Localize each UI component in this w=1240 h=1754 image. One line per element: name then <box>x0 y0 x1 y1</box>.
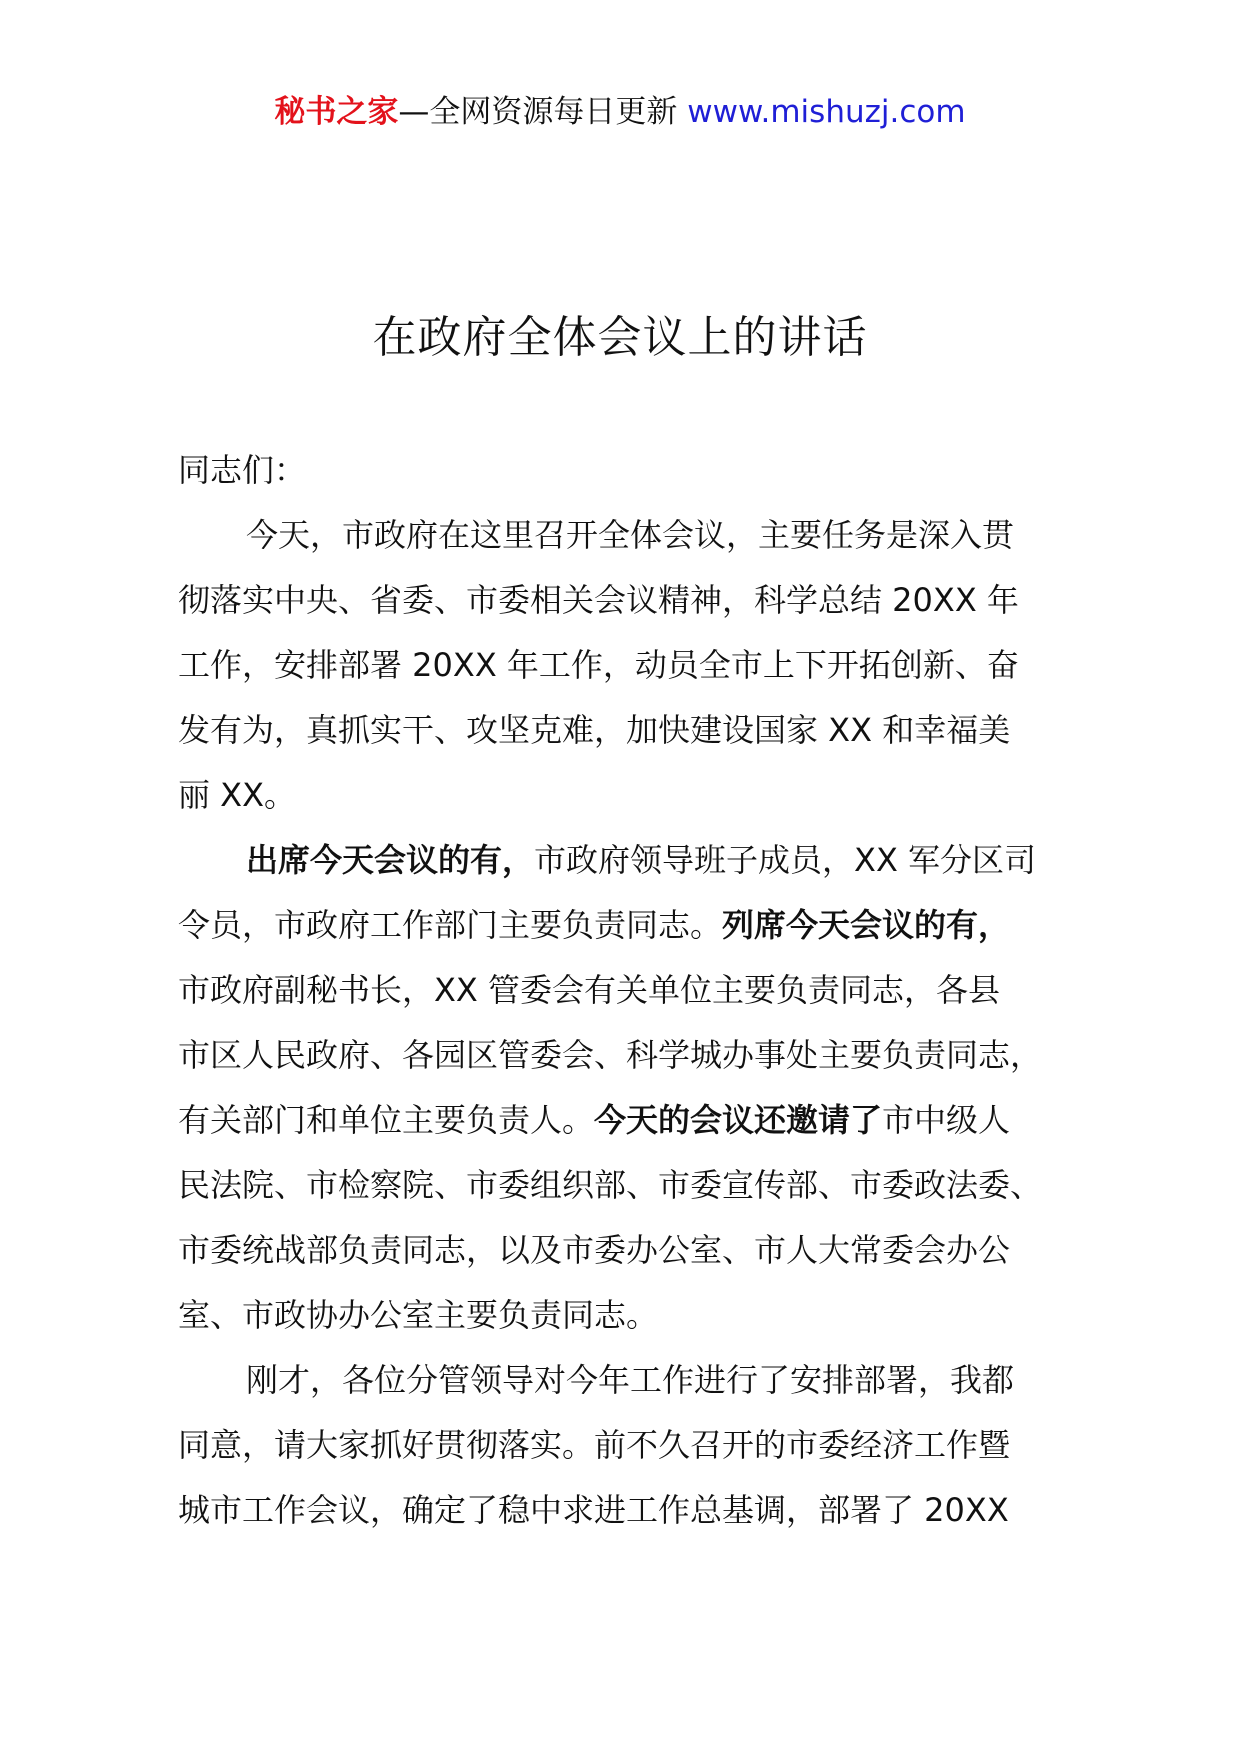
website-link[interactable]: www.mishuzj.com <box>687 94 966 130</box>
paragraph-text: 市政府领导班子成员，XX 军分区司 <box>534 841 1037 879</box>
paragraph-line <box>178 893 1094 958</box>
paragraph-text: 有关部门和单位主要负责人。 <box>178 1101 595 1139</box>
paragraph-text: 市中级人 <box>882 1101 1011 1139</box>
paragraph-line: 市政府副秘书长，XX 管委会有关单位主要负责同志，各县 <box>178 971 1001 1009</box>
paragraph-line: 城市工作会议，确定了稳中求进工作总基调，部署了 20XX <box>178 1491 1009 1529</box>
paragraph-opening <box>178 503 1094 828</box>
header-tagline: —全网资源每日更新 <box>398 94 688 130</box>
paragraph-line: 发有为，真抓实干、攻坚克难，加快建设国家 XX 和幸福美 <box>178 711 1011 749</box>
document-title: 在政府全体会议上的讲话 <box>372 312 868 363</box>
bold-phrase-attendees: 出席今天会议的有， <box>246 841 535 879</box>
page-header <box>0 92 1240 132</box>
document-body <box>178 438 1094 1543</box>
paragraph-line: 今天，市政府在这里召开全体会议，主要任务是深入贯 <box>246 516 1015 554</box>
paragraph-line: 彻落实中央、省委、市委相关会议精神，科学总结 20XX 年 <box>178 581 1019 619</box>
paragraph-line: 室、市政协办公室主要负责同志。 <box>178 1296 659 1334</box>
paragraph-line: 刚才，各位分管领导对今年工作进行了安排部署，我都 <box>246 1361 1015 1399</box>
paragraph-line <box>178 1088 1094 1153</box>
paragraph-line: 民法院、市检察院、市委组织部、市委宣传部、市委政法委、 <box>178 1166 1043 1204</box>
paragraph-line: 丽 XX。 <box>178 776 297 814</box>
salutation: 同志们： <box>178 451 307 489</box>
bold-phrase-nonvoting: 列席今天会议的有， <box>722 906 1011 944</box>
paragraph-attendees <box>178 828 1094 1348</box>
paragraph-text: 令员，市政府工作部门主要负责同志。 <box>178 906 723 944</box>
paragraph-line: 市委统战部负责同志，以及市委办公室、市人大常委会办公 <box>178 1231 1011 1269</box>
bold-phrase-invited: 今天的会议还邀请了 <box>594 1101 883 1139</box>
paragraph-line: 同意，请大家抓好贯彻落实。前不久召开的市委经济工作暨 <box>178 1426 1011 1464</box>
brand-name: 秘书之家 <box>274 94 399 130</box>
paragraph-review <box>178 1348 1094 1543</box>
paragraph-line: 市区人民政府、各园区管委会、科学城办事处主要负责同志， <box>178 1036 1043 1074</box>
paragraph-line: 工作，安排部署 20XX 年工作，动员全市上下开拓创新、奋 <box>178 646 1019 684</box>
paragraph-line <box>178 828 1094 893</box>
